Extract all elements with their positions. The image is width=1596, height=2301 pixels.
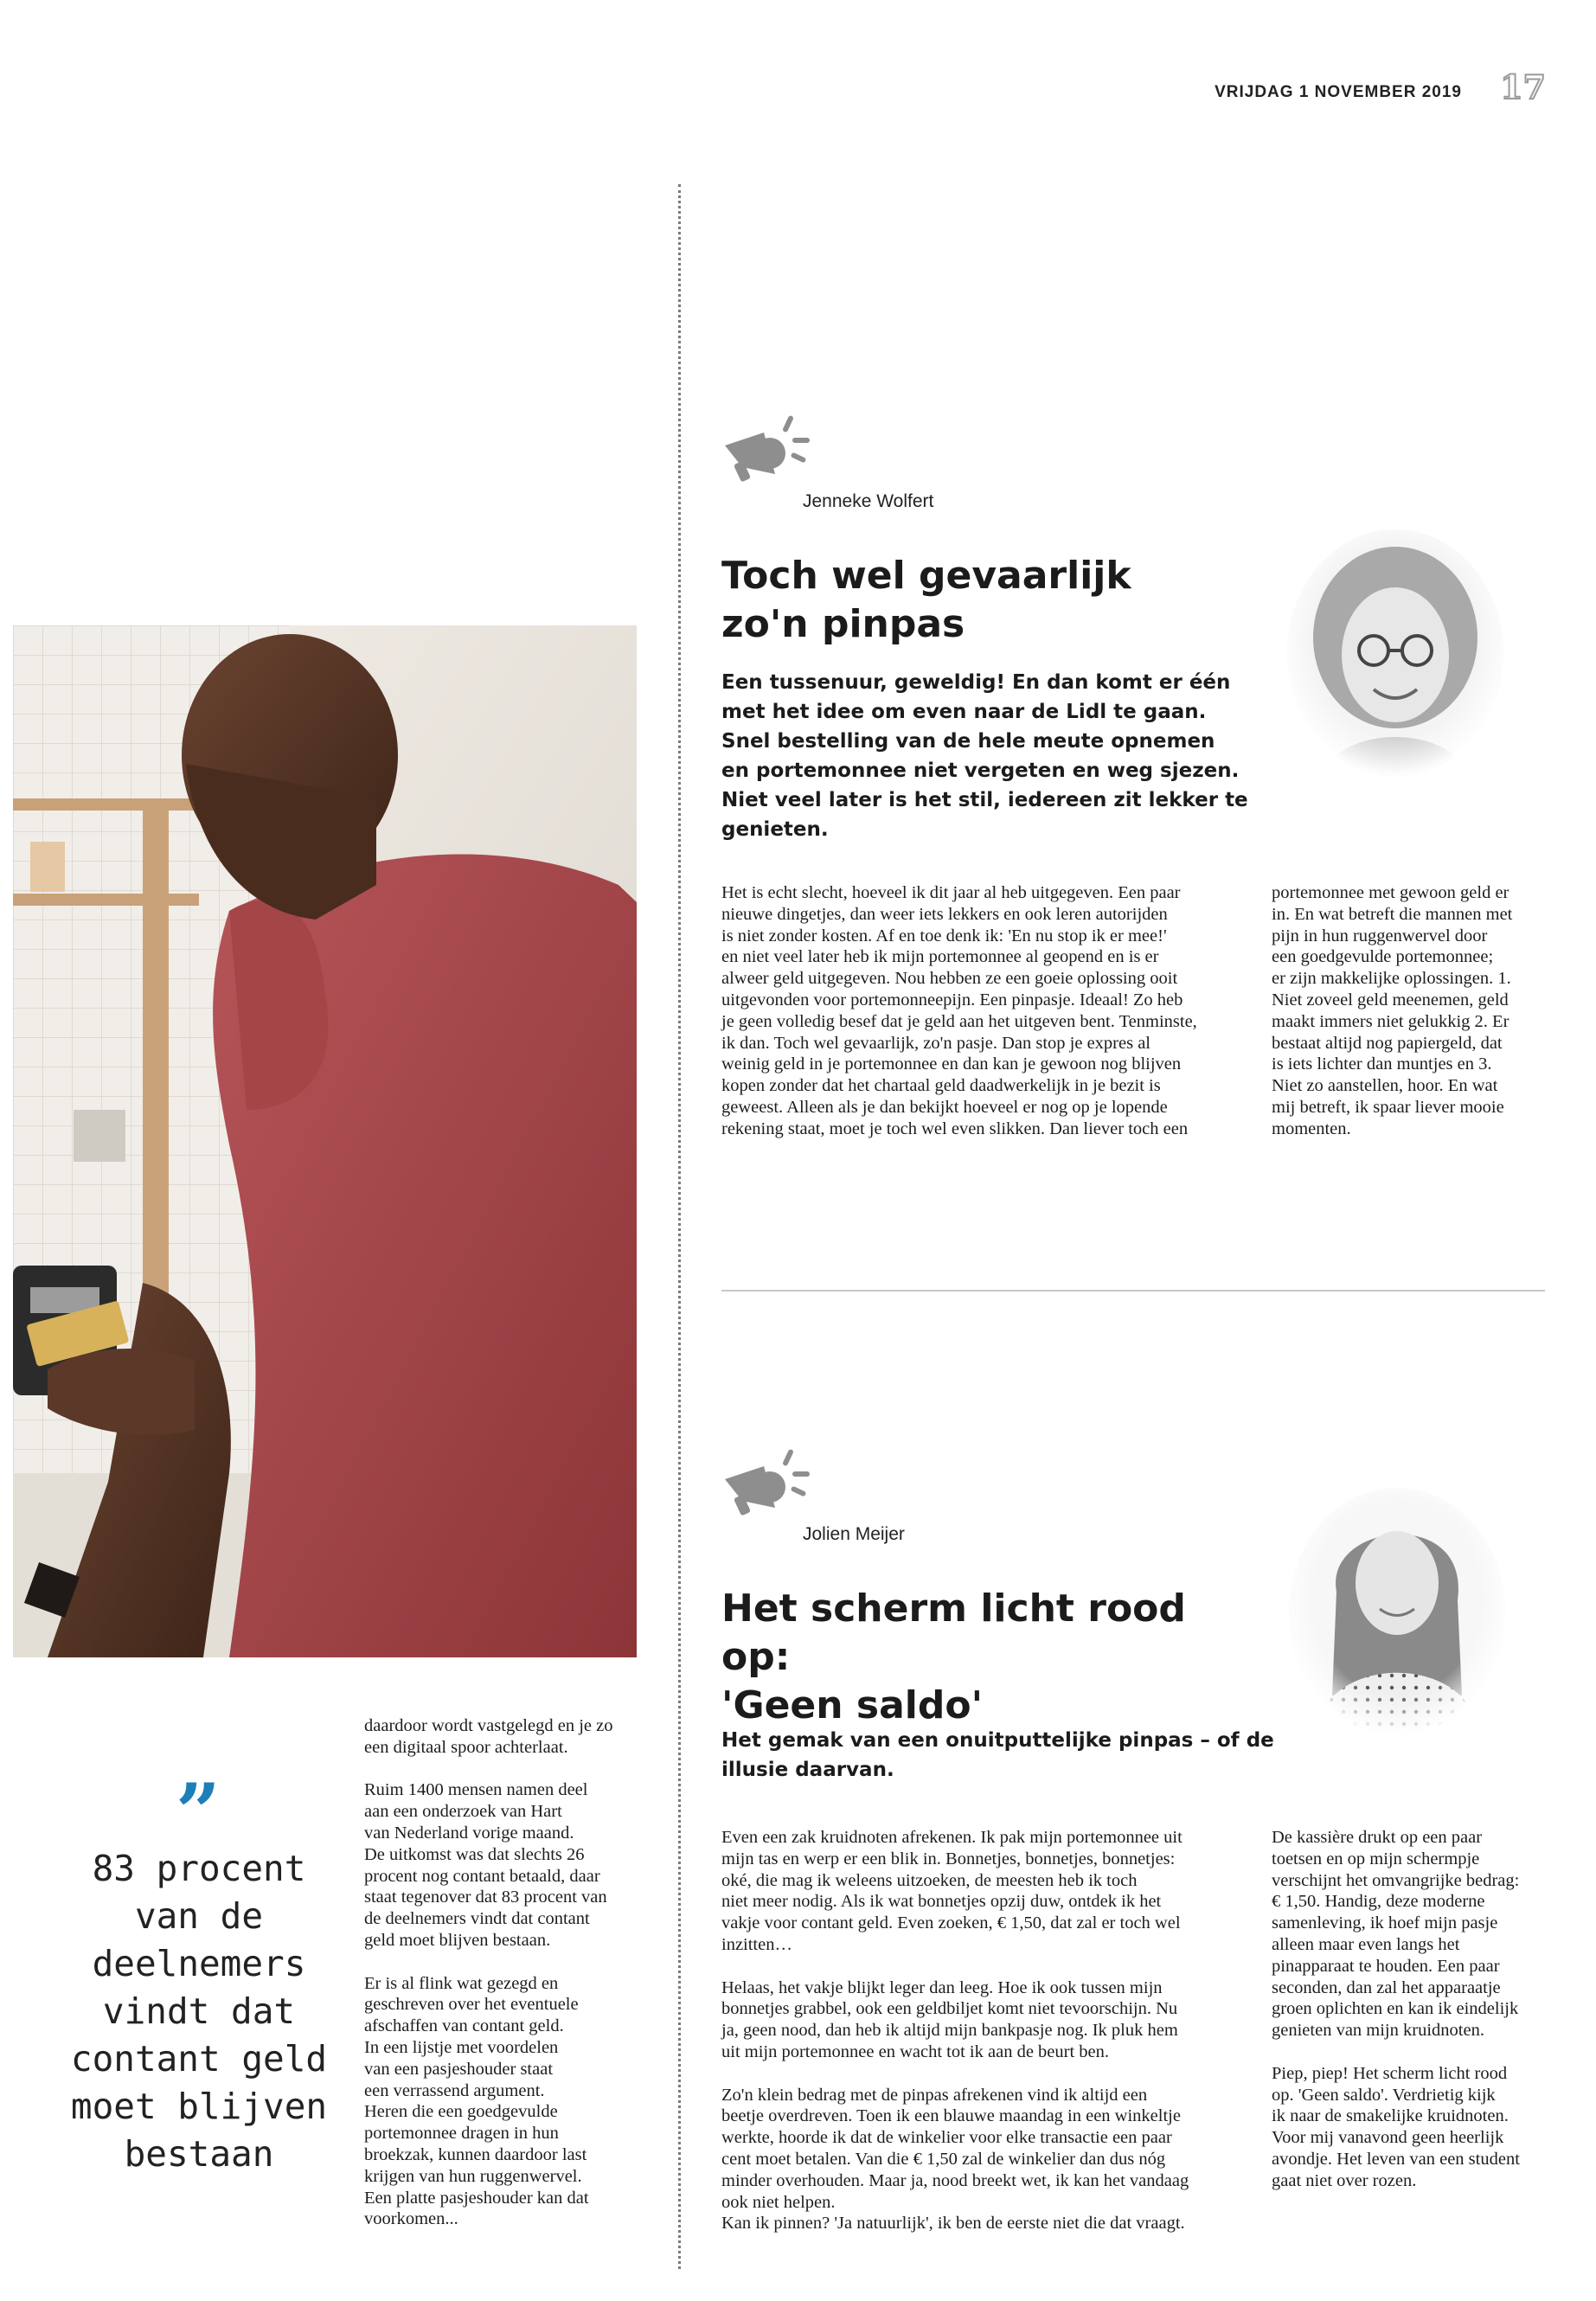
body-paragraph bbox=[721, 2085, 1258, 2235]
megaphone-icon bbox=[716, 1440, 811, 1522]
body-line: maakt immers niet gelukkig 2. Er bbox=[1272, 1011, 1509, 1031]
quote-line: van de bbox=[134, 1895, 264, 1937]
body-line: De kassière drukt op een paar bbox=[1272, 1828, 1483, 1847]
intro-line: Het gemak van een onuitputtelijke pinpas – of de bbox=[721, 1729, 1274, 1752]
body-line: portemonnee met gewoon geld er bbox=[1272, 883, 1509, 902]
body-line: vakje voor contant geld. Even zoeken, € 1,50, dat zal er toch wel bbox=[721, 1913, 1181, 1933]
body-line: van Nederland vorige maand. bbox=[364, 1823, 574, 1843]
body-line: seconden, dan zal het apparaatje bbox=[1272, 1977, 1501, 1997]
body-line: werkte, hoorde ik dat de winkelier voor elke transactie een paar bbox=[721, 2128, 1172, 2148]
body-line: Kan ik pinnen? 'Ja natuurlijk', ik ben de eerste niet die dat vraagt. bbox=[721, 2214, 1185, 2234]
article-body-column-1 bbox=[721, 882, 1240, 1140]
body-line: Een platte pasjeshouder kan dat bbox=[364, 2188, 589, 2208]
body-line: inzitten… bbox=[721, 1934, 792, 1954]
body-line: afschaffen van contant geld. bbox=[364, 2016, 564, 2036]
author-name: Jenneke Wolfert bbox=[803, 491, 934, 511]
body-paragraph bbox=[721, 1977, 1258, 2063]
body-line: pinapparaat te houden. Een paar bbox=[1272, 1956, 1500, 1976]
body-line: geweest. Alleen als je dan bekijkt hoeveel er nog op je lopende bbox=[721, 1097, 1168, 1117]
article-intro bbox=[721, 1726, 1275, 1785]
body-line: Even een zak kruidnoten afrekenen. Ik pak mijn portemonnee uit bbox=[721, 1828, 1183, 1847]
photo-man-paying-with-card bbox=[13, 625, 637, 1657]
body-line: nieuwe dingetjes, dan weer iets lekkers en ook leren autorijden bbox=[721, 904, 1168, 924]
body-line: een digitaal spoor achterlaat. bbox=[364, 1737, 568, 1757]
headline-line: zo'n pinpas bbox=[721, 602, 965, 646]
body-line: een goedgevulde portemonnee; bbox=[1272, 947, 1494, 967]
body-line: geld moet blijven bestaan. bbox=[364, 1930, 551, 1950]
issue-date: VRIJDAG 1 NOVEMBER 2019 bbox=[1215, 83, 1462, 101]
body-paragraph bbox=[364, 1779, 663, 1951]
body-line: beetje overdreven. Toen ik een blauwe maandag in een winkeltje bbox=[721, 2106, 1181, 2126]
article-headline bbox=[721, 552, 1240, 649]
body-line: De uitkomst was dat slechts 26 bbox=[364, 1844, 585, 1864]
body-line: oké, die mag ik weleens uitzoeken, de meesten heb ik toch bbox=[721, 1870, 1138, 1890]
article-body-column-2 bbox=[1272, 882, 1557, 1140]
body-paragraph bbox=[1272, 1827, 1557, 2041]
body-line: procent nog contant betaald, daar bbox=[364, 1866, 600, 1886]
headline-line: 'Geen saldo' bbox=[721, 1683, 984, 1727]
body-line: ja, geen nood, dan heb ik altijd mijn bankpasje nog. Ik pluk hem bbox=[721, 2021, 1178, 2041]
body-line: In een lijstje met voordelen bbox=[364, 2037, 559, 2057]
intro-line: en portemonnee niet vergeten en weg sjezen. bbox=[721, 760, 1240, 782]
body-line: Helaas, het vakje blijkt leger dan leeg. Hoe ik ook tussen mijn bbox=[721, 1977, 1163, 1997]
body-paragraph bbox=[721, 1827, 1258, 1956]
body-line: niet meer nodig. Als ik wat bonnetjes opzij duw, ontdek ik het bbox=[721, 1892, 1162, 1912]
quote-line: vindt dat bbox=[102, 1990, 296, 2032]
body-line: rekening staat, moet je toch wel even slikken. Dan liever toch een bbox=[721, 1118, 1189, 1138]
body-line: er zijn makkelijke oplossingen. 1. bbox=[1272, 969, 1511, 989]
body-line: staat tegenover dat 83 procent van bbox=[364, 1888, 607, 1907]
quote-line: 83 procent bbox=[92, 1848, 306, 1889]
author-portrait-sketch bbox=[1287, 529, 1503, 776]
body-line: ik naar de smakelijke kruidnoten. bbox=[1272, 2106, 1509, 2126]
pull-quote bbox=[52, 1845, 346, 2178]
body-line: verschijnt het omvangrijke bedrag: bbox=[1272, 1870, 1520, 1890]
body-line: pijn in hun ruggenwervel door bbox=[1272, 926, 1488, 945]
body-line: in. En wat betreft die mannen met bbox=[1272, 904, 1513, 924]
body-line: portemonnee dragen in hun bbox=[364, 2124, 559, 2144]
body-line: Heren die een goedgevulde bbox=[364, 2102, 558, 2122]
body-line: avondje. Het leven van een student bbox=[1272, 2149, 1520, 2169]
body-line: weinig geld in je portemonnee en dan kan je gewoon nog blijven bbox=[721, 1054, 1182, 1074]
body-line: Voor mij vanavond geen heerlijk bbox=[1272, 2128, 1504, 2148]
body-line: minder overhouden. Maar ja, nood breekt wet, ik kan het vandaag bbox=[721, 2170, 1189, 2190]
quote-line: moet blijven bbox=[70, 2086, 328, 2127]
article-body-column-1 bbox=[721, 1827, 1258, 2256]
megaphone-icon bbox=[716, 407, 811, 489]
body-paragraph bbox=[364, 1973, 663, 2231]
body-line: uit mijn portemonnee en wacht tot ik aan de beurt ben. bbox=[721, 2041, 1110, 2061]
article-body-column-2 bbox=[1272, 1827, 1557, 2213]
body-paragraph bbox=[364, 1715, 663, 1759]
body-line: Niet zoveel geld meenemen, geld bbox=[1272, 990, 1509, 1009]
body-line: uitgevonden voor portemonneepijn. Een pinpasje. Ideaal! Zo heb bbox=[721, 990, 1183, 1009]
article-headline bbox=[721, 1585, 1258, 1730]
body-line: momenten. bbox=[1272, 1118, 1351, 1138]
body-line: bonnetjes grabbel, ook een geldbiljet komt niet tevoorschijn. Nu bbox=[721, 1999, 1178, 2019]
body-line: Er is al flink wat gezegd en bbox=[364, 1973, 559, 1993]
body-line: krijgen van hun ruggenwervel. bbox=[364, 2166, 582, 2186]
author-name: Jolien Meijer bbox=[803, 1524, 905, 1544]
body-line: cent moet betalen. Van die € 1,50 zal de winkelier dan dus nóg bbox=[721, 2149, 1166, 2169]
intro-line: Snel bestelling van de hele meute opnemen bbox=[721, 730, 1215, 753]
quote-icon: ” bbox=[176, 1766, 221, 1858]
body-line: mij betreft, ik spaar liever mooie bbox=[1272, 1097, 1504, 1117]
body-line: Niet zo aanstellen, hoor. En wat bbox=[1272, 1076, 1498, 1096]
body-paragraph bbox=[1272, 2063, 1557, 2192]
intro-line: genieten. bbox=[721, 818, 829, 841]
body-line: en niet veel later heb ik mijn portemonnee al geopend en is er bbox=[721, 947, 1159, 967]
intro-line: Niet veel later is het stil, iedereen zit lekker te bbox=[721, 789, 1248, 811]
page-number: 17 bbox=[1500, 67, 1546, 106]
sidebar-body-column bbox=[364, 1715, 663, 2252]
quote-line: bestaan bbox=[124, 2133, 274, 2175]
intro-line: met het idee om even naar de Lidl te gaan. bbox=[721, 701, 1207, 723]
body-line: kopen zonder dat het chartaal geld daadwerkelijk in je bezit is bbox=[721, 1076, 1161, 1096]
body-line: ik dan. Toch wel gevaarlijk, zo'n pasje. Dan stop je expres al bbox=[721, 1033, 1151, 1053]
body-line: Zo'n klein bedrag met de pinpas afrekenen vind ik altijd een bbox=[721, 2085, 1148, 2105]
body-line: op. 'Geen saldo'. Verdrietig kijk bbox=[1272, 2085, 1496, 2105]
headline-line: Toch wel gevaarlijk bbox=[721, 554, 1131, 598]
body-line: voorkomen... bbox=[364, 2209, 458, 2229]
body-line: alweer geld uitgegeven. Nou hebben ze een goeie oplossing ooit bbox=[721, 969, 1178, 989]
body-line: daardoor wordt vastgelegd en je zo bbox=[364, 1716, 613, 1735]
body-line: Ruim 1400 mensen namen deel bbox=[364, 1780, 588, 1800]
body-line: is iets lichter dan muntjes en 3. bbox=[1272, 1054, 1492, 1074]
body-line: je geen volledig besef dat je geld aan het uitgeven bent. Tenminste, bbox=[721, 1011, 1197, 1031]
body-line: Piep, piep! Het scherm licht rood bbox=[1272, 2063, 1508, 2083]
body-line: bestaat altijd nog papiergeld, dat bbox=[1272, 1033, 1503, 1053]
body-line: genieten van mijn kruidnoten. bbox=[1272, 2021, 1484, 2041]
body-line: samenleving, ik hoef mijn pasje bbox=[1272, 1913, 1498, 1933]
body-line: van een pasjeshouder staat bbox=[364, 2059, 554, 2079]
article-intro bbox=[721, 668, 1258, 844]
body-line: Het is echt slecht, hoeveel ik dit jaar al heb uitgegeven. Een paar bbox=[721, 883, 1181, 902]
body-line: is niet zonder kosten. Af en toe denk ik: 'En nu stop ik er mee!' bbox=[721, 926, 1167, 945]
body-line: alleen maar even langs het bbox=[1272, 1934, 1460, 1954]
body-line: aan een onderzoek van Hart bbox=[364, 1802, 562, 1822]
intro-line: illusie daarvan. bbox=[721, 1759, 894, 1781]
headline-line: Het scherm licht rood op: bbox=[721, 1586, 1186, 1679]
body-line: groen oplichten en kan ik eindelijk bbox=[1272, 1999, 1519, 2019]
quote-line: deelnemers bbox=[92, 1943, 306, 1984]
quote-line: contant geld bbox=[70, 2038, 328, 2080]
body-line: broekzak, kunnen daardoor last bbox=[364, 2144, 587, 2164]
intro-line: Een tussenuur, geweldig! En dan komt er één bbox=[721, 671, 1231, 694]
body-line: mijn tas en werp er een blik in. Bonnetjes, bonnetjes, bonnetjes: bbox=[721, 1849, 1176, 1868]
body-line: ook niet helpen. bbox=[721, 2192, 836, 2212]
author-portrait-photo bbox=[1289, 1488, 1505, 1734]
body-line: geschreven over het eventuele bbox=[364, 1995, 579, 2015]
body-line: toetsen en op mijn schermpje bbox=[1272, 1849, 1480, 1868]
body-line: gaat niet over rozen. bbox=[1272, 2170, 1417, 2190]
column-divider bbox=[678, 184, 681, 2269]
body-line: de deelnemers vindt dat contant bbox=[364, 1909, 590, 1929]
article-separator bbox=[721, 1290, 1545, 1292]
body-line: een verrassend argument. bbox=[364, 2080, 545, 2100]
body-line: € 1,50. Handig, deze moderne bbox=[1272, 1892, 1485, 1912]
